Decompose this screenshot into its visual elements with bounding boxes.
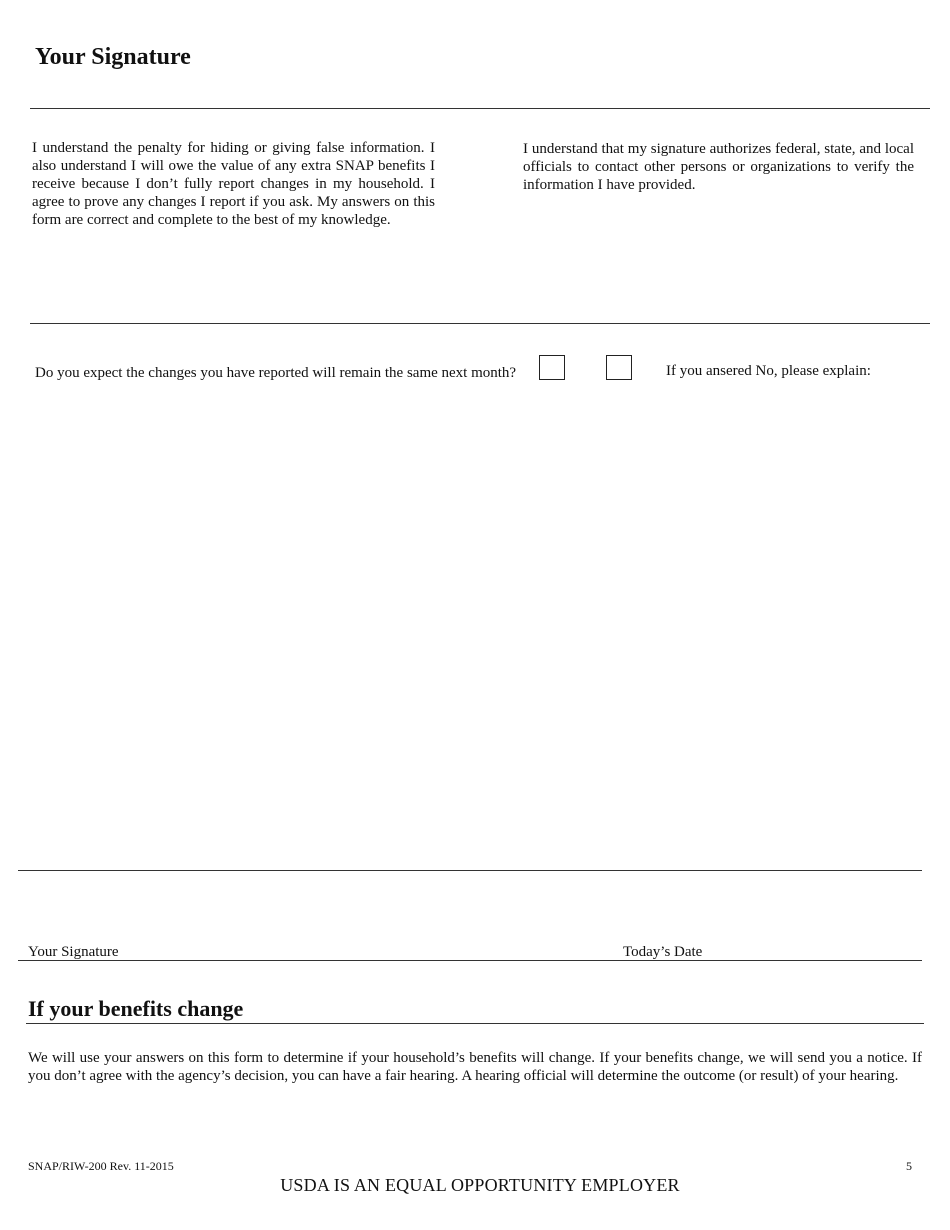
no-checkbox[interactable] — [606, 355, 632, 380]
form-id: SNAP/RIW-200 Rev. 11-2015 — [28, 1159, 174, 1173]
divider-middle — [30, 323, 930, 324]
benefits-title-rule — [26, 1023, 924, 1024]
signature-label: Your Signature — [28, 944, 119, 960]
date-label: Today’s Date — [623, 944, 703, 960]
signature-rule — [18, 960, 922, 961]
benefits-change-text: We will use your answers on this form to determine if your household’s benefits will change. If your benefits change, we will send you a notice. If you don’t agree with the agency’s decision, you can have a fair hearing. A hearing official will determine the outcome (or result) of your hearing. — [28, 1050, 922, 1084]
changes-question: Do you expect the changes you have reported will remain the same next month? — [35, 365, 517, 381]
explain-label: If you ansered No, please explain: — [666, 363, 871, 379]
authorization-statement: I understand that my signature authorizes federal, state, and local officials to contact other persons or organizations to verify the information I have provided. — [523, 141, 914, 193]
equal-opportunity-notice: USDA IS AN EQUAL OPPORTUNITY EMPLOYER — [280, 1175, 680, 1195]
page-number: 5 — [906, 1159, 912, 1173]
benefits-section-title: If your benefits change — [28, 996, 244, 1021]
explanation-bottom-rule — [18, 870, 922, 871]
divider-top — [30, 108, 930, 109]
explanation-area[interactable] — [30, 392, 920, 862]
penalty-statement: I understand the penalty for hiding or giving false information. I also understand I will owe the value of any extra SNAP benefits I receive because I don’t fully report changes in my household. I agree to prove any changes I report if you ask. My answers on this form are correct and complete to the best of my knowledge. — [32, 140, 435, 228]
signature-section-title: Your Signature — [35, 44, 191, 70]
yes-checkbox[interactable] — [539, 355, 565, 380]
